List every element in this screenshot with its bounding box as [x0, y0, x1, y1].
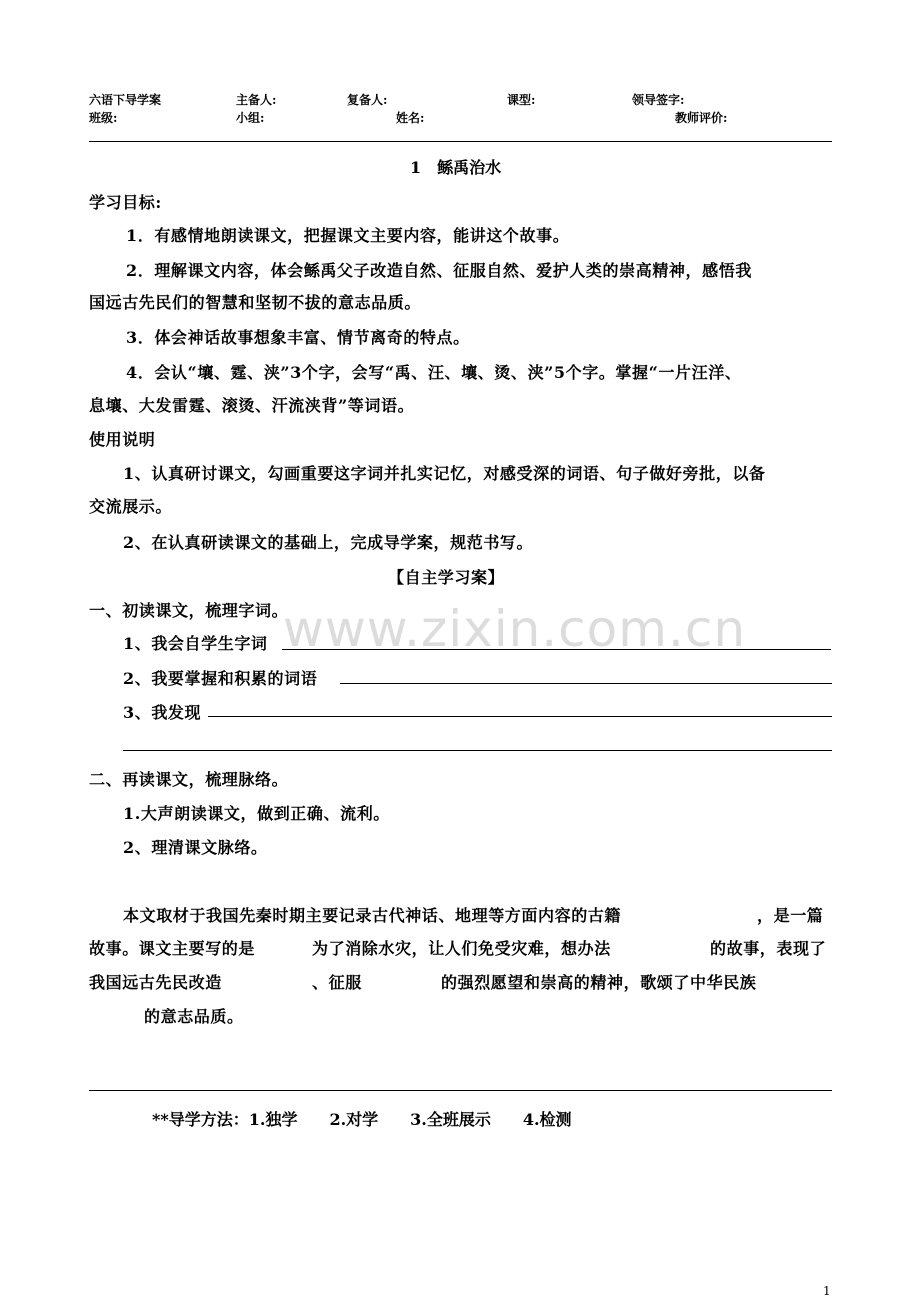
- goal-item-4b: 息壤、大发雷霆、滚烫、汗流浃背”等词语。: [89, 396, 415, 415]
- passage-line-3a: 我国远古先民改造: [89, 973, 222, 992]
- header-class: 班级:: [89, 111, 118, 125]
- goal-item-2a: 2．理解课文内容，体会鲧禹父子改造自然、征服自然、爱护人类的崇高精神，感悟我: [126, 261, 752, 280]
- passage-line-3b: 、征服: [312, 973, 362, 992]
- guidance-methods: **导学方法：1.独学 2.对学 3.全班展示 4.检测: [152, 1110, 572, 1129]
- part2-heading: 二、再读课文，梳理脉络。: [89, 770, 289, 789]
- header-rule: [89, 141, 832, 142]
- header-reviewer: 复备人:: [347, 93, 388, 107]
- p1-item-2: 2、我要掌握和积累的词语: [123, 669, 318, 688]
- p2-item-2: 2、理清课文脉络。: [123, 838, 268, 857]
- header-teacher-eval: 教师评价:: [675, 111, 728, 125]
- passage-line-1a: 本文取材于我国先秦时期主要记录古代神话、地理等方面内容的古籍: [123, 906, 622, 925]
- header-leader-sign: 领导签字:: [632, 93, 685, 107]
- passage-line-2b: 为了消除水灾，让人们免受灾难，想办法: [312, 939, 611, 958]
- goal-item-3: 3．体会神话故事想象丰富、情节离奇的特点。: [126, 328, 470, 347]
- passage-line-3c: 的强烈愿望和崇高的精神，歌颂了中华民族: [441, 973, 757, 992]
- usage-item-1a: 1、认真研讨课文，勾画重要这字词并扎实记忆，对感受深的词语、句子做好旁批，以备: [123, 464, 766, 483]
- self-study-heading: 【自主学习案】: [388, 568, 505, 587]
- passage-line-2c: 的故事，表现了: [710, 939, 827, 958]
- watermark: www.zixin.com.cn: [283, 600, 747, 658]
- footer-rule: [89, 1090, 832, 1091]
- goal-item-1: 1．有感情地朗读课文，把握课文主要内容，能讲这个故事。: [126, 226, 570, 245]
- passage-line-4: 的意志品质。: [144, 1007, 244, 1026]
- p2-item-1: 1.大声朗读课文，做到正确、流利。: [123, 804, 390, 823]
- usage-item-2: 2、在认真研读课文的基础上，完成导学案，规范书写。: [123, 533, 534, 552]
- answer-line-1[interactable]: [282, 649, 831, 650]
- goals-heading: 学习目标:: [89, 193, 162, 212]
- header-doc: 六语下导学案: [89, 93, 162, 107]
- passage-line-2a: 故事。课文主要写的是: [89, 939, 256, 958]
- page-number: 1: [823, 1284, 831, 1298]
- answer-line-3[interactable]: [208, 716, 832, 717]
- answer-line-4[interactable]: [123, 750, 832, 751]
- part1-heading: 一、初读课文，梳理字词。: [89, 601, 289, 620]
- answer-line-2[interactable]: [340, 683, 832, 684]
- header-name: 姓名:: [396, 111, 425, 125]
- usage-heading: 使用说明: [89, 430, 156, 449]
- header-preparer: 主备人:: [236, 93, 277, 107]
- p1-item-1: 1、我会自学生字词: [123, 634, 268, 653]
- p1-item-3: 3、我发现: [123, 703, 202, 722]
- header-group: 小组:: [236, 111, 265, 125]
- header-lesson-type: 课型:: [507, 93, 536, 107]
- page-title: 1 鲧禹治水: [410, 158, 502, 177]
- usage-item-1b: 交流展示。: [89, 497, 173, 516]
- passage-line-1b: ，是一篇: [757, 906, 824, 925]
- goal-item-2b: 国远古先民们的智慧和坚韧不拔的意志品质。: [89, 293, 422, 312]
- goal-item-4a: 4．会认“壤、霆、浃”3个字，会写“禹、汪、壤、烫、浃”5个字。掌握“一片汪洋、: [126, 363, 742, 382]
